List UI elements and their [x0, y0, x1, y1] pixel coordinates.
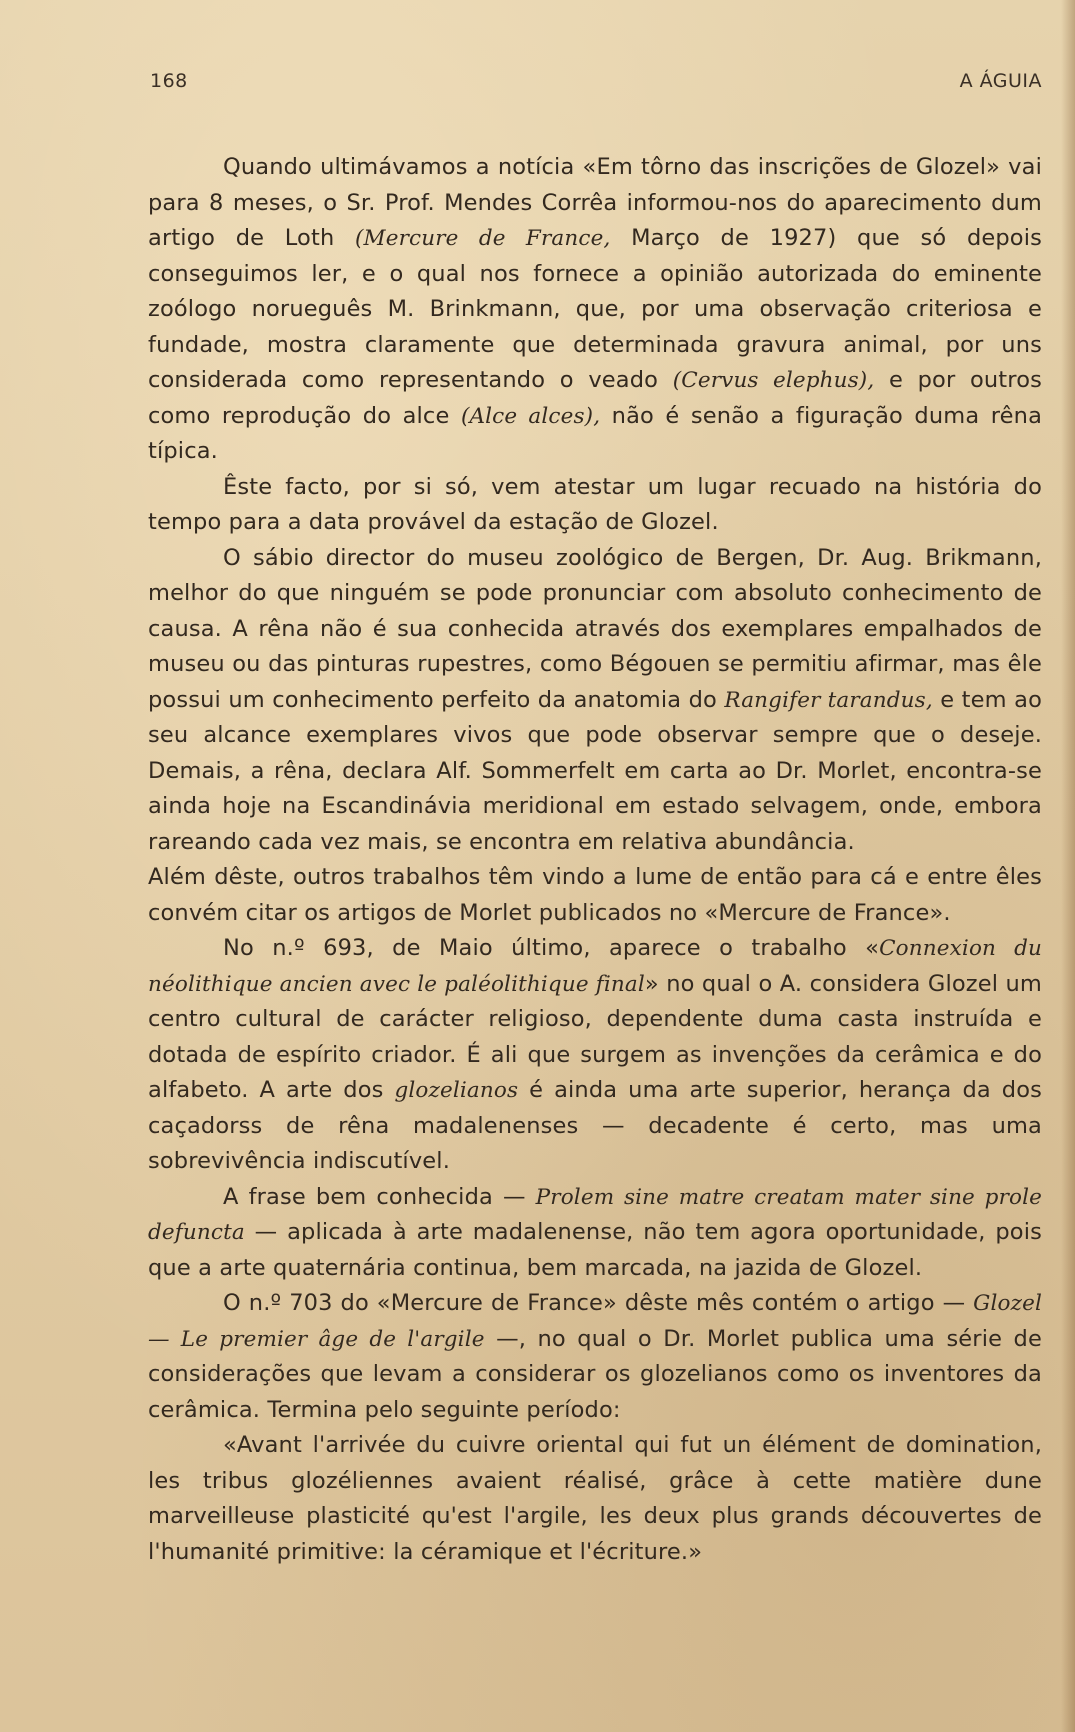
paragraph [148, 931, 1042, 1180]
text-run: — aplicada à arte madalenense, não tem agora oportunidade, pois que a arte quaternária continua, bem marcada, na jazida de Glozel. [148, 1219, 1042, 1281]
italic-text: Glozel — Le premier âge de l'argile [148, 1291, 1042, 1352]
text-run: e por outros como reprodução do alce [148, 367, 1042, 429]
paragraph [148, 1428, 1042, 1570]
page-edge-shadow [1061, 0, 1075, 1732]
paragraph [148, 541, 1042, 861]
text-run: é ainda uma arte superior, herança da dos caçadorss de rêna madalenenses — decadente é certo, mas uma sobrevivência indiscutível. [148, 1077, 1043, 1174]
paragraph [148, 1286, 1042, 1428]
text-run: Março de 1927) que só depois conseguimos ler, e o qual nos fornece a opinião autorizada do eminente zoólogo norueguês M. Brinkmann, que, por uma observação criteriosa e fundade, mostra claramente que determinada gravura animal, por uns considerada como representando o veado [148, 225, 1042, 393]
italic-text: glozelianos [394, 1078, 519, 1103]
text-run: não é senão a figuração duma rêna típica. [148, 402, 1043, 464]
italic-text: (Cervus elephus), [672, 368, 875, 393]
italic-text: Rangifer tarandus, [724, 687, 933, 713]
article-body [148, 150, 1042, 1570]
text-run: «Avant l'arrivée du cuivre oriental qui fut un élément de domination, les tribus glozéliennes avaient réalisé, grâce à cette matière dune marveilleuse plasticité qu'est l'argile, les deux plus grands découvertes de l'humanité primitive: la céramique et l'écriture.» [148, 1432, 1042, 1565]
text-run: —, no qual o Dr. Morlet publica uma série de considerações que levam a considerar os glozelianos como os inventores da cerâmica. Termina pelo seguinte período: [148, 1325, 1042, 1423]
italic-text: Prolem sine matre creatam mater sine prole defuncta [148, 1184, 1042, 1245]
paragraph [148, 470, 1042, 541]
running-header [150, 70, 1042, 100]
text-run: A frase bem conhecida — [223, 1183, 536, 1210]
text-run: Além dêste, outros trabalhos têm vindo a lume de então para cá e entre êles convém citar os artigos de Morlet publicados no «Mercure de France». [148, 864, 1042, 926]
running-title: A ÁGUIA [959, 70, 1042, 92]
page-number: 168 [150, 70, 188, 92]
text-run: Quando ultimávamos a notícia «Em tôrno das inscrições de Glozel» vai para 8 meses, o Sr. Prof. Mendes Corrêa informou-nos do aparecimento dum artigo de Loth [148, 154, 1042, 251]
paragraph [148, 150, 1042, 470]
italic-text: (Mercure de France, [355, 226, 611, 251]
italic-text: Connexion du néolithique ancien avec le paléolithique final [148, 936, 1042, 997]
text-run: O sábio director do museu zoológico de Bergen, Dr. Aug. Brikmann, melhor do que ninguém se pode pronunciar com absoluto conhecimento de causa. A rêna não é sua conhecida através dos exemplares empalhados de museu ou das pinturas rupestres, como Bégouen se permitiu afirmar, mas êle possui um conhecimento perfeito da anatomia do [148, 544, 1042, 713]
text-run: » no qual o A. considera Glozel um centro cultural de carácter religioso, dependente duma casta instruída e dotada de espírito criador. É ali que surgem as invenções da cerâmica e do alfabeto. A arte dos [148, 970, 1042, 1103]
text-run: Êste facto, por si só, vem atestar um lugar recuado na história do tempo para a data provável da estação de Glozel. [148, 473, 1042, 535]
text-run: e tem ao seu alcance exemplares vivos que pode observar sempre que o deseje. Demais, a rêna, declara Alf. Sommerfelt em carta ao Dr. Morlet, encontra-se ainda hoje na Escandinávia meridional em estado selvagem, onde, embora rareando cada vez mais, se encontra em relativa abundância. [148, 686, 1042, 855]
paragraph [148, 1180, 1042, 1287]
paragraph [148, 860, 1042, 931]
text-run: O n.º 703 do «Mercure de France» dêste mês contém o artigo — [223, 1290, 974, 1316]
text-run: No n.º 693, de Maio último, aparece o trabalho « [223, 935, 880, 961]
italic-text: (Alce alces), [460, 403, 601, 429]
